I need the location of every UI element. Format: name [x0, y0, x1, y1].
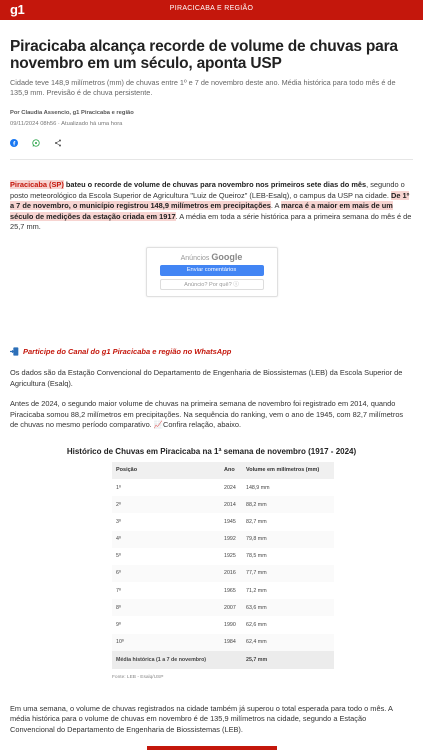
- table-cell: 5º: [116, 553, 121, 560]
- table-cell: 2016: [220, 565, 242, 582]
- ad-label: Anúncios: [180, 254, 210, 262]
- table-cell: 82,7 mm: [246, 518, 267, 525]
- table-cell: [220, 651, 242, 669]
- table-cell: 1990: [224, 622, 236, 629]
- table-cell: 148,9 mm: [246, 484, 270, 491]
- lead-bold: bateu o recorde de volume de chuvas para novembro nos primeiros sete dias do mês: [63, 180, 367, 189]
- table-cell: 1984: [220, 634, 242, 651]
- table-cell: 2014: [220, 496, 242, 513]
- rain-history-table: [10, 447, 413, 680]
- g1-logo[interactable]: g1: [10, 2, 25, 17]
- table-source: Fonte: LEB - Esalq/USP: [112, 674, 164, 680]
- share-icon[interactable]: [54, 139, 62, 147]
- table-cell: 77,7 mm: [242, 565, 334, 582]
- send-feedback-button[interactable]: Enviar comentários: [160, 265, 264, 276]
- bottom-banner-edge: [147, 746, 277, 750]
- table-cell: 1965: [224, 587, 236, 594]
- table-row: [112, 582, 334, 599]
- ad-brand: Google: [211, 251, 243, 262]
- whatsapp-cta-text[interactable]: Participe do Canal do g1 Piracicaba e região no WhatsApp: [23, 346, 232, 356]
- table-cell: 62,6 mm: [246, 622, 267, 629]
- col-header: Posição: [112, 462, 220, 479]
- table-row: [112, 599, 334, 616]
- table-cell: 78,5 mm: [246, 553, 267, 560]
- lead-text: , segundo o posto meteorológico da Escola Superior de Agricultura "Luiz de Queiroz" (LEB-Esalq), o campus da USP na cidade.: [10, 180, 405, 200]
- table-cell: 1992: [220, 531, 242, 548]
- col-header: Volume em milímetros (mm): [242, 462, 334, 479]
- share-bar: [10, 139, 413, 147]
- table-cell: 25,7 mm: [242, 651, 334, 669]
- ad-box: [146, 247, 278, 297]
- whatsapp-channel-link[interactable]: [10, 347, 413, 356]
- top-bar: [0, 0, 423, 20]
- ad-title: [147, 252, 277, 262]
- table-cell: 62,4 mm: [242, 634, 334, 651]
- lead-text-3: . A média em toda a série histórica para a primeira semana do mês é de 25,7 mm.: [10, 211, 412, 232]
- lead-highlight-1: De 1º a 7 de novembro, o município registrou 148,9 milímetros em precipitações: [10, 190, 410, 211]
- city-link[interactable]: Piracicaba (SP): [10, 180, 64, 189]
- article-subtitle: Cidade teve 148,9 milímetros (mm) de chuvas entre 1º e 7 de novembro deste ano. Média histórica para todo mês é de 135,9 mm. Previsão é de chuva persistente.: [10, 78, 396, 97]
- divider: [10, 159, 413, 160]
- table-cell: 1º: [116, 484, 121, 491]
- table-cell: 9º: [116, 622, 121, 629]
- article: [0, 38, 423, 736]
- lead-text-2: . A: [270, 201, 282, 211]
- phone-icon: [10, 347, 20, 356]
- table-row: [112, 479, 334, 496]
- table-cell: 6º: [112, 565, 220, 582]
- why-ad-button[interactable]: Anúncio? Por quê? ⓘ: [160, 279, 264, 290]
- table-total-row: [112, 651, 334, 669]
- table-cell: 2007: [220, 599, 242, 616]
- table-cell: 4º: [112, 531, 220, 548]
- byline: Por Claudia Assencio, g1 Piracicaba e região: [10, 110, 134, 116]
- publish-date: 09/11/2024 08h56 · Atualizado há uma hora: [10, 121, 123, 127]
- section-name[interactable]: PIRACICABA E REGIÃO: [169, 5, 254, 12]
- table-row: [112, 634, 334, 651]
- table-cell: 7º: [116, 587, 121, 594]
- table-cell: 1945: [224, 518, 236, 525]
- article-title: Piracicaba alcança recorde de volume de chuvas para novembro em um século, aponta USP: [10, 38, 398, 72]
- table-row: [112, 548, 334, 565]
- table-cell: 1925: [224, 553, 236, 560]
- table-row: [112, 565, 334, 582]
- whatsapp-icon[interactable]: [32, 139, 40, 147]
- paragraph-4: Em uma semana, o volume de chuvas registrados na cidade também já superou o total esperada para todo o mês. A média histórica para o volume de chuvas em novembro é de 135,9 milímetros na cidade, segundo a Estação Convencional do Departamento de Engenharia de Biossistemas (LEB).: [10, 703, 393, 734]
- col-header: Ano: [220, 462, 242, 479]
- table-row: [112, 496, 334, 513]
- table-cell: 10º: [112, 634, 220, 651]
- table-body: [112, 479, 334, 669]
- table-cell: 63,6 mm: [242, 599, 334, 616]
- table-cell: 2º: [112, 496, 220, 513]
- table-cell: Média histórica (1 a 7 de novembro): [112, 651, 220, 669]
- table-header-row: [112, 462, 334, 479]
- table-cell: 8º: [112, 599, 220, 616]
- paragraph-lead: [10, 180, 413, 233]
- table-cell: 79,8 mm: [242, 531, 334, 548]
- paragraph-2: Os dados são da Estação Convencional do Departamento de Engenharia de Biossistemas (LEB) da Escola Superior de Agricultura (Esalq).: [10, 367, 403, 388]
- paragraph-3: Antes de 2024, o segundo maior volume de chuvas na primeira semana de novembro foi registrado em 2014, quando Piracicaba somou 88,2 milímetros em precipitações. Na sequência do ranking, vem o ano de 1945, com 82,7 milímetros de chuvas no mesmo período comparativo. 📈Confira relação, abaixo.: [10, 399, 404, 430]
- data-table: [112, 462, 334, 669]
- table-cell: 71,2 mm: [246, 587, 267, 594]
- lead-highlight-2: marca é a maior em mais de um século de medições da estação criada em 1917: [10, 201, 393, 221]
- table-row: [112, 531, 334, 548]
- table-row: [112, 616, 334, 633]
- table-row: [112, 513, 334, 530]
- table-cell: 3º: [116, 518, 121, 525]
- table-title: Histórico de Chuvas em Piracicaba na 1ª semana de novembro (1917 - 2024): [66, 446, 357, 456]
- table-cell: 2024: [224, 484, 236, 491]
- facebook-icon[interactable]: [10, 139, 18, 147]
- table-cell: 88,2 mm: [242, 496, 334, 513]
